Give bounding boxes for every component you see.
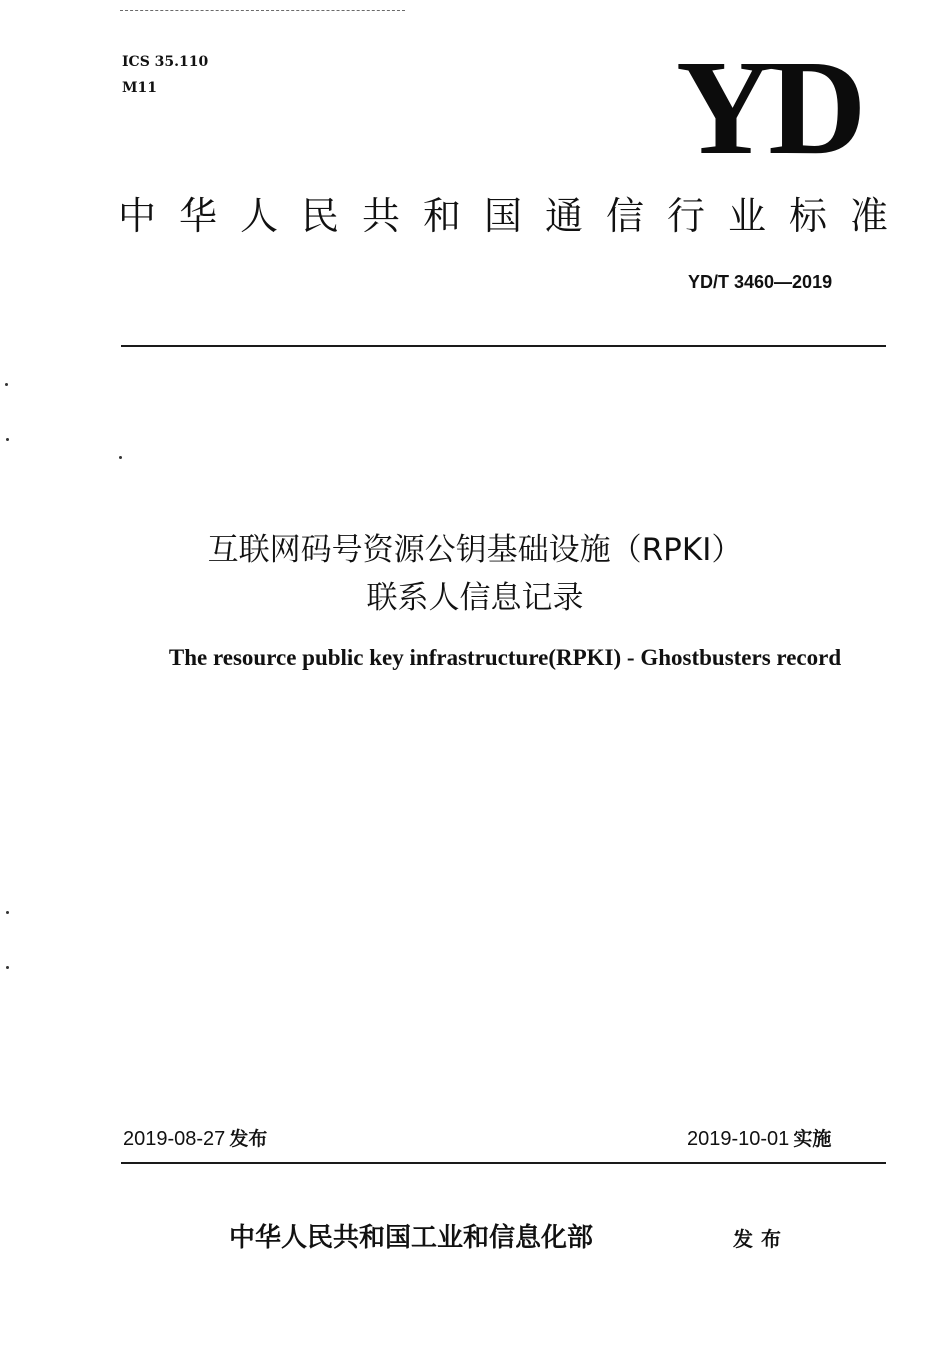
header-divider	[121, 345, 886, 347]
title-chinese-line-1: 互联网码号资源公钥基础设施（RPKI）	[207, 532, 743, 568]
implementation-label: 实施	[793, 1128, 832, 1150]
publish-label: 发布	[733, 1227, 789, 1251]
classification-code: M11	[122, 80, 157, 96]
yd-logo: YD	[676, 33, 861, 183]
issue-date-block	[123, 1124, 267, 1154]
title-english: The resource public key infrastructure(RPKI) - Ghostbusters record	[168, 645, 842, 670]
footer-divider	[121, 1162, 886, 1164]
scan-speck	[6, 911, 9, 914]
standard-number: YD/T 3460—2019	[688, 272, 833, 292]
title-chinese-line-2: 联系人信息记录	[366, 580, 584, 616]
ics-code: ICS 35.110	[122, 54, 209, 70]
issue-date: 2019-08-27	[123, 1128, 226, 1150]
scan-speck	[119, 456, 122, 459]
top-dashed-rule	[120, 10, 405, 11]
publisher-name: 中华人民共和国工业和信息化部	[229, 1223, 594, 1253]
standard-type-heading: 中华人民共和国通信行业标准	[118, 194, 912, 238]
issue-label: 发布	[229, 1128, 268, 1150]
scan-speck	[6, 438, 9, 441]
scan-speck	[5, 383, 8, 386]
scan-speck	[6, 966, 9, 969]
implementation-date: 2019-10-01	[687, 1128, 790, 1150]
implementation-date-block	[687, 1124, 831, 1154]
